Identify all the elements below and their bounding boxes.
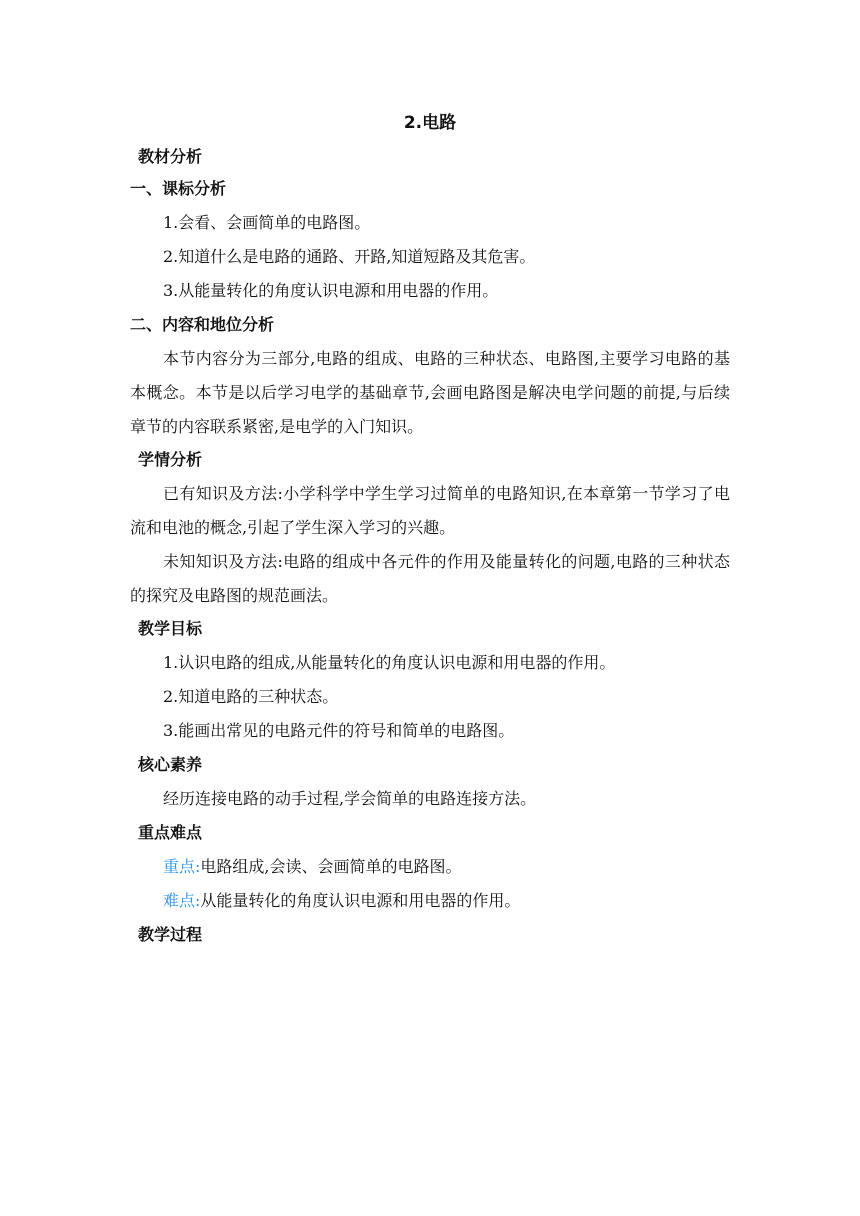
goals-item-2: 2.知道电路的三种状态。: [163, 687, 339, 706]
heading-process: 教学过程: [138, 925, 203, 944]
heading-content: 二、内容和地位分析: [130, 315, 275, 334]
goals-item-3: 3.能画出常见的电路元件的符号和简单的电路图。: [163, 721, 515, 740]
difficult-point-text: 从能量转化的角度认识电源和用电器的作用。: [200, 891, 521, 910]
learner-known: 已有知识及方法:小学科学中学生学习过简单的电路知识,在本章第一节学习了电流和电池的概念,引起了学生深入学习的兴趣。: [130, 484, 730, 537]
core-text: 经历连接电路的动手过程,学会简单的电路连接方法。: [163, 789, 537, 808]
learner-unknown: 未知知识及方法:电路的组成中各元件的作用及能量转化的问题,电路的三种状态的探究及电路图的规范画法。: [130, 552, 730, 605]
document-title: 2.电路: [403, 113, 457, 133]
difficult-point-line: [163, 884, 763, 918]
key-point-label: 重点:: [163, 857, 201, 876]
key-point-line: [163, 850, 763, 884]
curriculum-item-1: 1.会看、会画简单的电路图。: [163, 213, 371, 232]
heading-goals: 教学目标: [138, 619, 203, 638]
curriculum-item-2: 2.知道什么是电路的通路、开路,知道短路及其危害。: [163, 247, 536, 266]
goals-item-1: 1.认识电路的组成,从能量转化的角度认识电源和用电器的作用。: [163, 653, 616, 672]
heading-textbook-analysis: 教材分析: [138, 147, 203, 166]
heading-learner: 学情分析: [138, 450, 203, 469]
curriculum-item-3: 3.从能量转化的角度认识电源和用电器的作用。: [163, 281, 499, 300]
content-paragraph: 本节内容分为三部分,电路的组成、电路的三种状态、电路图,主要学习电路的基本概念。本节是以后学习电学的基础章节,会画电路图是解决电学问题的前提,与后续章节的内容联系紧密,是电学的入门知识。: [130, 349, 730, 436]
difficult-point-label: 难点:: [163, 891, 201, 910]
heading-curriculum: 一、课标分析: [130, 179, 227, 198]
heading-keypoints: 重点难点: [138, 823, 203, 842]
key-point-text: 电路组成,会读、会画简单的电路图。: [200, 857, 462, 876]
heading-core: 核心素养: [138, 755, 203, 774]
